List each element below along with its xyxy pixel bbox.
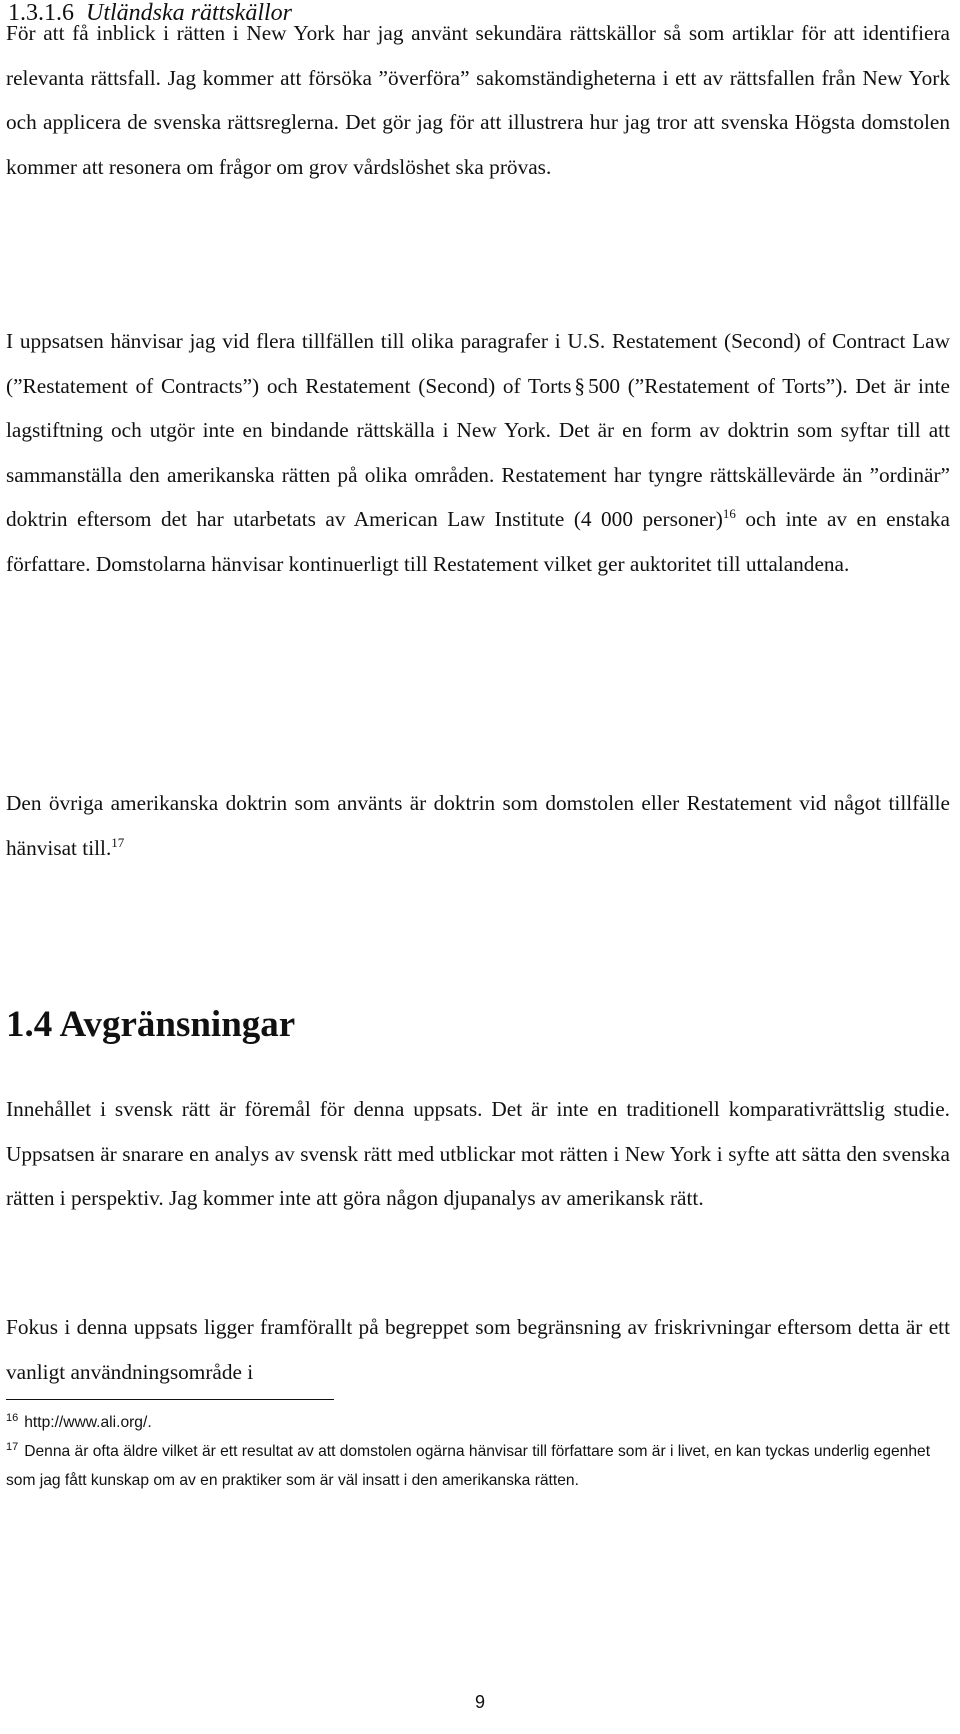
paragraph-scope: Innehållet i svensk rätt är föremål för denna uppsats. Det är inte en traditionell komparativrättslig studie. Uppsatsen är snarare en analys av svensk rätt med utblickar mot rätten i New York i syfte att sätta den svenska rätten i perspektiv. Jag kommer inte att göra någon djupanalys av amerikansk rätt.	[6, 1097, 950, 1210]
paragraph-other-doctrine	[6, 781, 950, 870]
footnote-text: Denna är ofta äldre vilket är ett resultat av att domstolen ogärna hänvisar till författare som är i livet, en kan tyckas underlig egenhet som jag fått kunskap om av en praktiker som är väl insatt i den amerikanska rätten.	[6, 1443, 931, 1489]
page-number: 9	[474, 1692, 485, 1712]
section-heading	[6, 1002, 295, 1048]
subsection-number: 1.3.1.6	[8, 0, 74, 26]
section-number: 1.4	[6, 1004, 53, 1045]
paragraph-restatement	[6, 319, 950, 586]
footnote-ref-17[interactable]: 17	[111, 834, 125, 850]
paragraph-other-doctrine-text: Den övriga amerikanska doktrin som använts är doktrin som domstolen eller Restatement vid något tillfälle hänvisat till.	[6, 791, 950, 860]
paragraph-restatement-text-a: I uppsatsen hänvisar jag vid flera tillfällen till olika paragrafer i U.S. Restatement (Second) of Contract Law (”Restatement of Contracts”) och Restatement (Second) of Torts	[6, 329, 950, 398]
footnote-ref-16[interactable]: 16	[722, 505, 736, 521]
footnotes	[6, 1408, 956, 1495]
footnote-link[interactable]: http://www.ali.org/.	[24, 1414, 152, 1431]
paragraph-restatement-text-c: och inte av en enstaka författare. Domstolarna hänvisar kontinuerligt till Restatement vilket ger auktoritet till uttalandena.	[6, 507, 950, 576]
section-sign: §	[574, 373, 586, 398]
section-title: Avgränsningar	[59, 1004, 296, 1045]
footnote-number: 16	[6, 1411, 19, 1424]
footnote-separator	[6, 1399, 334, 1400]
footnote-number: 17	[6, 1440, 19, 1453]
footnote-16	[6, 1408, 956, 1437]
paragraph-sources: För att få inblick i rätten i New York har jag använt sekundära rättskällor så som artiklar för att identifiera relevanta rättsfall. Jag kommer att försöka ”överföra” sakomständigheterna i ett av rättsfallen från New York och applicera de svenska rättsreglerna. Det gör jag för att illustrera hur jag tror att svenska Högsta domstolen kommer att resonera om frågor om grov vårdslöshet ska prövas.	[6, 21, 950, 179]
subsection-title: Utländska rättskällor	[86, 0, 293, 26]
paragraph-restatement-text-b: 500 (”Restatement of Torts”). Det är inte lagstiftning och utgör inte en bindande rättskälla i New York. Det är en form av doktrin som syftar till att sammanställa den amerikanska rätten på olika områden. Restatement har tyngre rättskällevärde än ”ordinär” doktrin eftersom det har utarbetats av American Law Institute (4 000 personer)	[6, 373, 950, 531]
paragraph-focus: Fokus i denna uppsats ligger framförallt på begreppet som begränsning av friskrivningar eftersom detta är ett vanligt användningsområde i	[6, 1315, 950, 1384]
footnote-17	[6, 1437, 956, 1495]
